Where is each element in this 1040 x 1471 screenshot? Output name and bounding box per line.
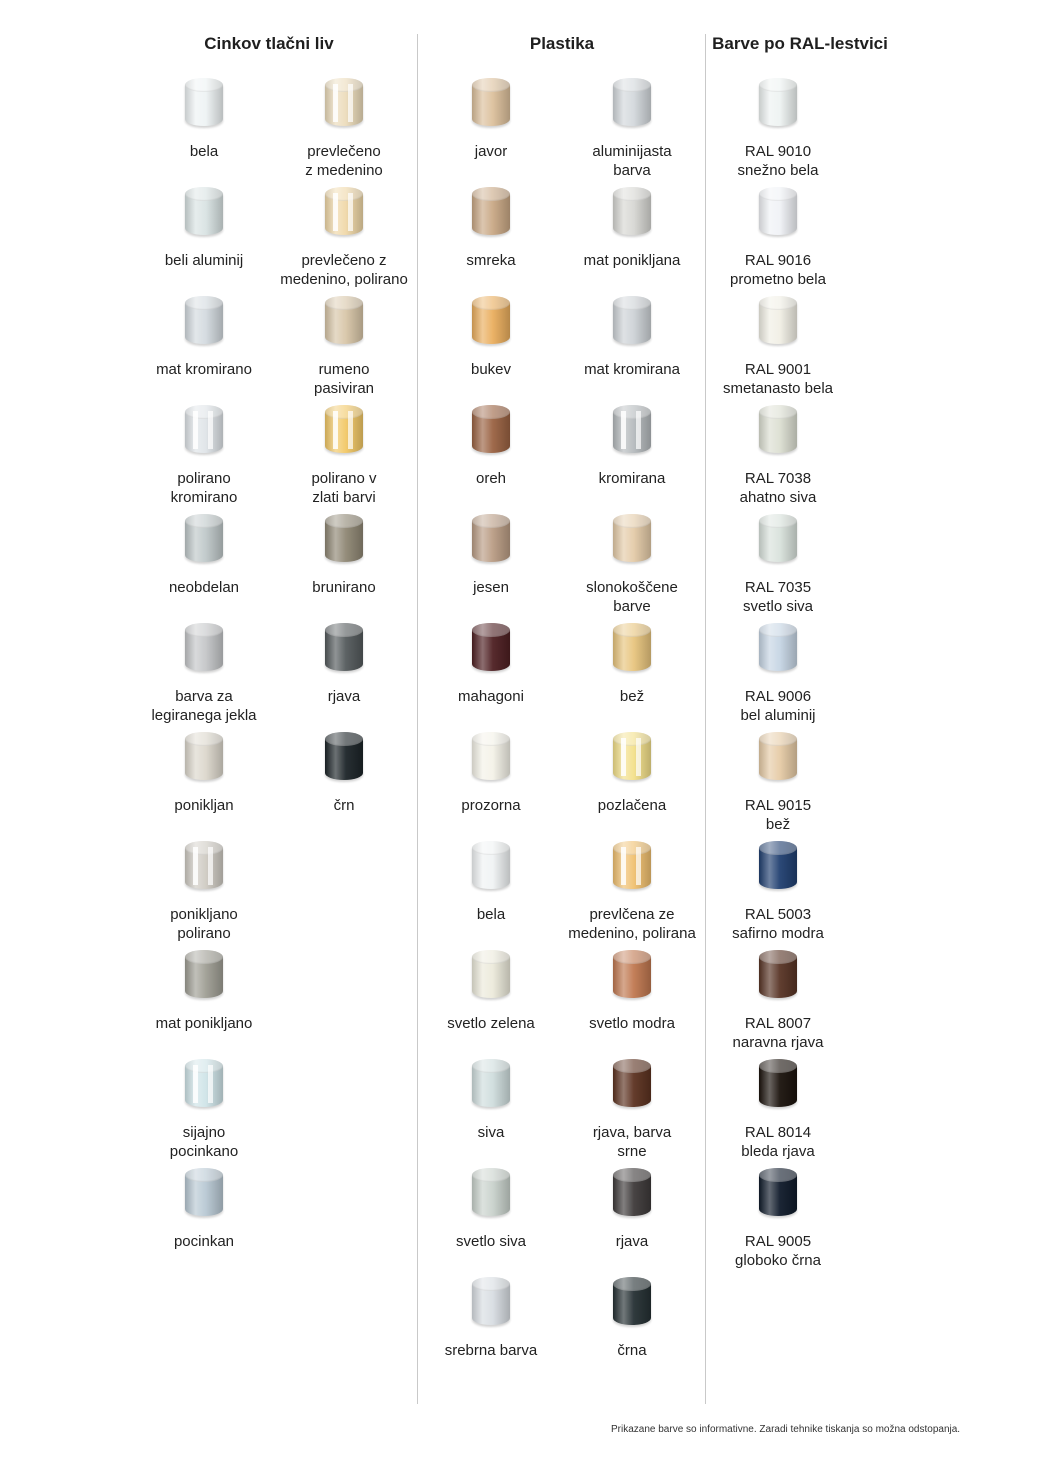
swatch-label: slonokoščene barve [586, 579, 678, 615]
swatch-label: oreh [475, 470, 507, 487]
knob-sample [325, 623, 363, 671]
knob-sample [185, 187, 223, 235]
swatch-label: RAL 7038 ahatno siva [739, 470, 817, 506]
color-swatch [129, 1059, 279, 1161]
color-swatch [557, 1059, 707, 1161]
color-swatch [129, 405, 279, 507]
swatch-label: javor [474, 143, 508, 160]
heading-zinc: Cinkov tlačni liv [204, 34, 334, 53]
swatch-label: sijajno pocinkano [169, 1124, 239, 1160]
color-swatch [703, 78, 853, 180]
swatch-label: RAL 9015 bež [744, 797, 812, 833]
swatch-label: bukev [470, 361, 512, 378]
knob-sample [185, 78, 223, 126]
knob-sample [325, 187, 363, 235]
knob-sample [613, 187, 651, 235]
swatch-label: mat kromirana [584, 361, 680, 378]
knob-sample [472, 405, 510, 453]
color-swatch [557, 841, 707, 943]
color-swatch [416, 841, 566, 924]
color-swatch [703, 514, 853, 616]
swatch-label: prevlečeno z medenino [305, 143, 383, 179]
swatch-label: mahagoni [458, 688, 524, 705]
color-swatch [269, 78, 419, 180]
swatch-label: RAL 8007 naravna rjava [732, 1015, 824, 1051]
swatch-label: RAL 9010 snežno bela [737, 143, 819, 179]
swatch-label: aluminijasta barva [592, 143, 672, 179]
swatch-label: mat ponikljana [583, 252, 681, 269]
swatch-label: rjava [327, 688, 361, 705]
swatch-label: bež [619, 688, 645, 705]
knob-sample [613, 841, 651, 889]
swatch-label: pozlačena [597, 797, 667, 814]
swatch-label: srebrna barva [444, 1342, 538, 1359]
knob-sample [472, 514, 510, 562]
color-swatch [416, 1277, 566, 1360]
knob-sample [185, 1059, 223, 1107]
swatch-label: rumeno pasiviran [313, 361, 375, 397]
color-swatch [129, 841, 279, 943]
swatch-label: rjava, barva srne [592, 1124, 672, 1160]
knob-sample [472, 1059, 510, 1107]
color-swatch [416, 78, 566, 161]
color-swatch [129, 514, 279, 597]
swatch-label: prevlečeno z medenino, polirano [280, 252, 408, 288]
swatch-label: RAL 9005 globoko črna [735, 1233, 821, 1269]
swatch-label: ponikljan [174, 797, 234, 814]
color-swatch [703, 1059, 853, 1161]
knob-sample [325, 514, 363, 562]
color-swatch [703, 405, 853, 507]
knob-sample [325, 296, 363, 344]
knob-sample [472, 296, 510, 344]
knob-sample [613, 732, 651, 780]
footnote: Prikazane barve so informativne. Zaradi tehnike tiskanja so možna odstopanja. [611, 1424, 961, 1435]
swatch-label: svetlo zelena [447, 1015, 535, 1032]
swatch-label: RAL 8014 bleda rjava [741, 1124, 815, 1160]
color-swatch [703, 623, 853, 725]
color-swatch [416, 1168, 566, 1251]
color-swatch [416, 623, 566, 706]
color-swatch [557, 296, 707, 379]
swatch-label: polirano v zlati barvi [311, 470, 377, 506]
swatch-label: mat ponikljano [155, 1015, 253, 1032]
color-swatch [129, 732, 279, 815]
color-swatch [416, 732, 566, 815]
swatch-label: bela [189, 143, 219, 160]
knob-sample [472, 78, 510, 126]
knob-sample [759, 623, 797, 671]
swatch-label: bela [476, 906, 506, 923]
swatch-label: prozorna [461, 797, 521, 814]
knob-sample [759, 1168, 797, 1216]
knob-sample [759, 187, 797, 235]
swatch-label: RAL 9016 prometno bela [730, 252, 826, 288]
color-swatch [269, 623, 419, 706]
knob-sample [185, 950, 223, 998]
knob-sample [472, 841, 510, 889]
color-swatch [416, 187, 566, 270]
knob-sample [185, 732, 223, 780]
swatch-label: svetlo siva [455, 1233, 527, 1250]
swatch-label: rjava [615, 1233, 649, 1250]
color-swatch [703, 732, 853, 834]
knob-sample [472, 1168, 510, 1216]
knob-sample [185, 514, 223, 562]
knob-sample [185, 405, 223, 453]
swatch-label: polirano kromirano [170, 470, 238, 506]
color-swatch [703, 187, 853, 289]
swatch-label: barva za legiranega jekla [151, 688, 257, 724]
swatch-label: RAL 5003 safirno modra [732, 906, 824, 942]
color-swatch [703, 296, 853, 398]
heading-plastic: Plastika [529, 34, 595, 53]
knob-sample [185, 1168, 223, 1216]
knob-sample [759, 296, 797, 344]
knob-sample [325, 78, 363, 126]
knob-sample [759, 732, 797, 780]
knob-sample [613, 1277, 651, 1325]
knob-sample [472, 732, 510, 780]
color-swatch [129, 623, 279, 725]
swatch-label: pocinkan [173, 1233, 235, 1250]
color-swatch [416, 296, 566, 379]
knob-sample [613, 78, 651, 126]
swatch-label: RAL 9001 smetanasto bela [722, 361, 834, 397]
color-swatch [557, 187, 707, 270]
swatch-label: mat kromirano [156, 361, 252, 378]
color-swatch [557, 78, 707, 180]
heading-ral: Barve po RAL-lestvici [712, 34, 888, 53]
color-swatch [703, 1168, 853, 1270]
knob-sample [472, 623, 510, 671]
knob-sample [472, 1277, 510, 1325]
color-swatch [269, 405, 419, 507]
color-swatch [703, 950, 853, 1052]
color-swatch [129, 78, 279, 161]
color-swatch [269, 187, 419, 289]
knob-sample [185, 296, 223, 344]
color-swatch [269, 296, 419, 398]
swatch-label: svetlo modra [589, 1015, 675, 1032]
knob-sample [613, 514, 651, 562]
knob-sample [613, 405, 651, 453]
color-swatch [416, 1059, 566, 1142]
swatch-label: prevlčena ze medenino, polirana [568, 906, 696, 942]
color-swatch [557, 732, 707, 815]
color-swatch [416, 514, 566, 597]
color-swatch [129, 1168, 279, 1251]
color-swatch [129, 296, 279, 379]
knob-sample [613, 296, 651, 344]
knob-sample [185, 841, 223, 889]
knob-sample [613, 950, 651, 998]
color-swatch [557, 514, 707, 616]
color-swatch [557, 405, 707, 488]
knob-sample [185, 623, 223, 671]
swatch-label: neobdelan [168, 579, 240, 596]
knob-sample [759, 78, 797, 126]
knob-sample [325, 405, 363, 453]
swatch-label: RAL 7035 svetlo siva [742, 579, 814, 615]
knob-sample [613, 1168, 651, 1216]
color-swatch [129, 187, 279, 270]
swatch-label: črna [617, 1342, 647, 1359]
swatch-label: jesen [473, 579, 509, 596]
color-swatch [416, 405, 566, 488]
knob-sample [759, 405, 797, 453]
swatch-label: RAL 9006 bel aluminij [740, 688, 816, 724]
swatch-label: kromirana [598, 470, 666, 487]
color-swatch [557, 1168, 707, 1251]
swatch-label: črn [333, 797, 355, 814]
color-swatch [557, 623, 707, 706]
color-swatch [269, 514, 419, 597]
knob-sample [472, 950, 510, 998]
knob-sample [759, 514, 797, 562]
color-swatch [416, 950, 566, 1033]
knob-sample [613, 1059, 651, 1107]
knob-sample [472, 187, 510, 235]
color-swatch [557, 1277, 707, 1360]
swatch-label: beli aluminij [164, 252, 244, 269]
color-swatch [269, 732, 419, 815]
color-swatch [703, 841, 853, 943]
knob-sample [759, 950, 797, 998]
color-swatch [129, 950, 279, 1033]
color-swatch [557, 950, 707, 1033]
swatch-label: siva [477, 1124, 505, 1141]
swatch-label: ponikljano polirano [170, 906, 238, 942]
knob-sample [759, 1059, 797, 1107]
knob-sample [759, 841, 797, 889]
knob-sample [613, 623, 651, 671]
swatch-label: smreka [466, 252, 516, 269]
knob-sample [325, 732, 363, 780]
swatch-label: brunirano [312, 579, 376, 596]
